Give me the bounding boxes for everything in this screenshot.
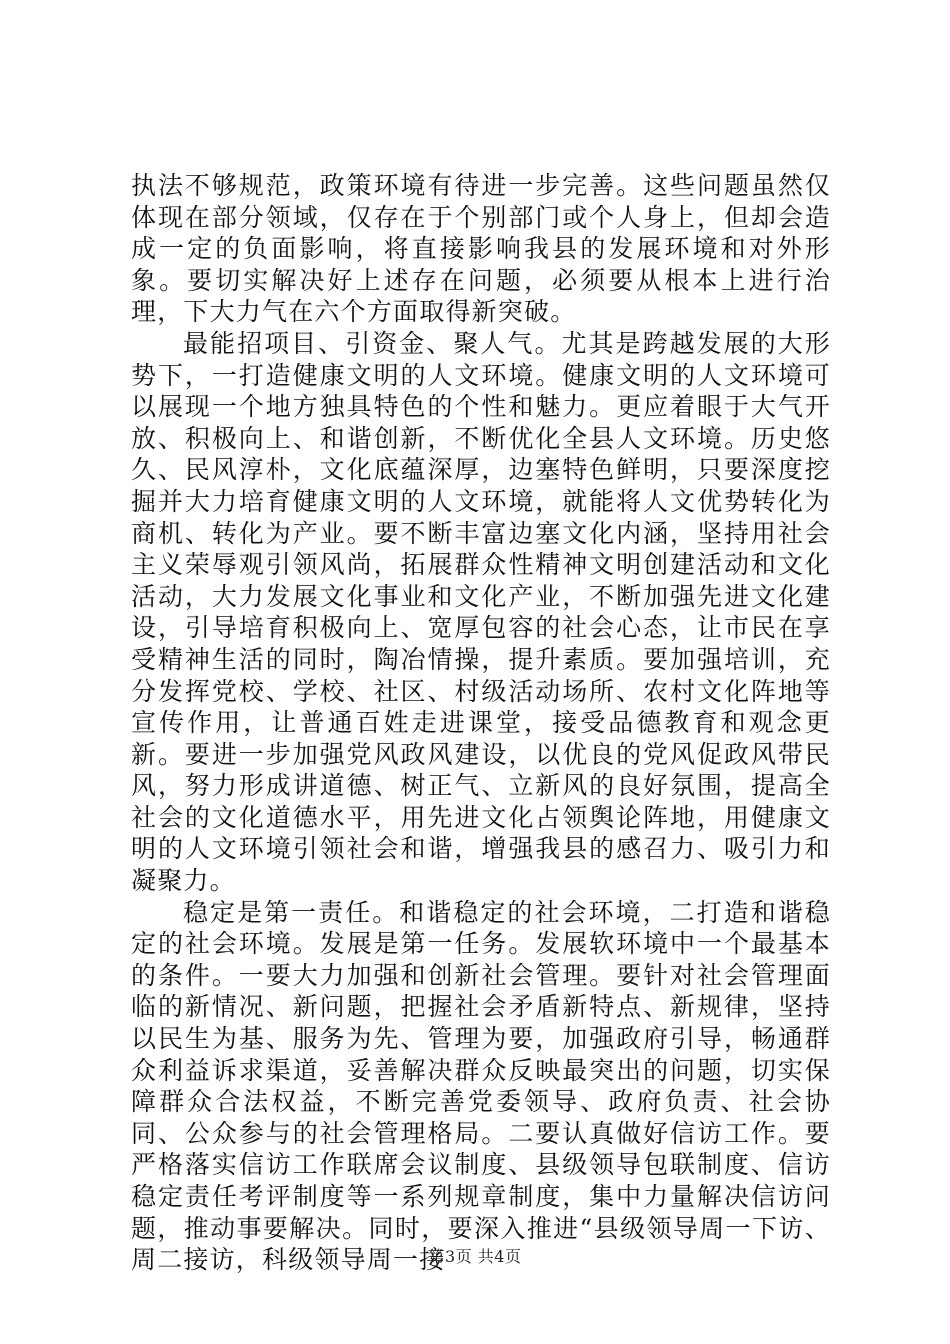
paragraph-2: 最能招项目、引资金、聚人气。尤其是跨越发展的大形势下，一打造健康文明的人文环境。健康文明的人文环境可以展现一个地方独具特色的个性和魅力。更应着眼于大气开放、积极向上、和谐创新，不断优化全县人文环境。历史悠久、民风淳朴，文化底蕴深厚，边塞特色鲜明，只要深度挖掘并大力培育健康文明的人文环境，就能将人文优势转化为商机、转化为产业。要不断丰富边塞文化内涵，坚持用社会主义荣辱观引领风尚，拓展群众性精神文明创建活动和文化活动，大力发展文化事业和文化产业，不断加强先进文化建设，引导培育积极向上、宽厚包容的社会心态，让市民在享受精神生活的同时，陶冶情操，提升素质。要加强培训，充分发挥党校、学校、社区、村级活动场所、农村文化阵地等宣传作用，让普通百姓走进课堂，接受品德教育和观念更新。要进一步加强党风政风建设，以优良的党风促政风带民风，努力形成讲道德、树正气、立新风的良好氛围，提高全社会的文化道德水平，用先进文化占领舆论阵地，用健康文明的人文环境引领社会和谐，增强我县的感召力、吸引力和凝聚力。 (131, 328, 831, 896)
document-body (131, 170, 831, 1276)
paragraph-1: 执法不够规范，政策环境有待进一步完善。这些问题虽然仅体现在部分领域，仅存在于个别部门或个人身上，但却会造成一定的负面影响，将直接影响我县的发展环境和对外形象。要切实解决好上述存在问题，必须要从根本上进行治理，下大力气在六个方面取得新突破。 (131, 171, 831, 327)
paragraph-3: 稳定是第一责任。和谐稳定的社会环境，二打造和谐稳定的社会环境。发展是第一任务。发展软环境中一个最基本的条件。一要大力加强和创新社会管理。要针对社会管理面临的新情况、新问题，把握社会矛盾新特点、新规律，坚持以民生为基、服务为先、管理为要，加强政府引导，畅通群众利益诉求渠道，妥善解决群众反映最突出的问题，切实保障群众合法权益，不断完善党委领导、政府负责、社会协同、公众参与的社会管理格局。二要认真做好信访工作。要严格落实信访工作联席会议制度、县级领导包联制度、信访稳定责任考评制度等一系列规章制度，集中力量解决信访问题，推动事要解决。同时，要深入推进“县级领导周一下访、周二接访，科级领导周一接 (131, 897, 831, 1275)
page-number-footer: 第3页 共4页 (428, 1247, 522, 1266)
